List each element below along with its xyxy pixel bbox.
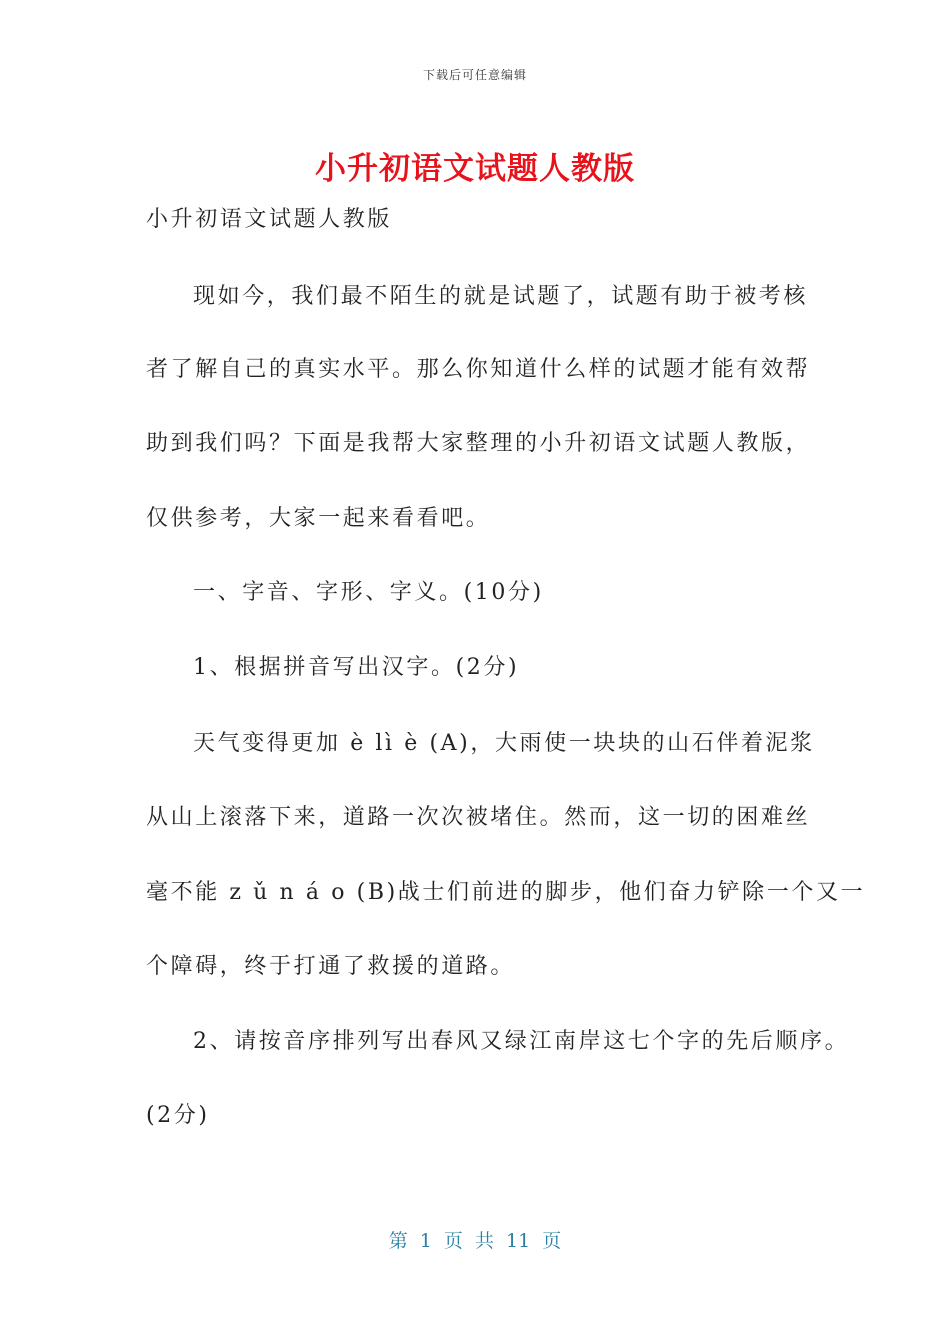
paragraph-line: 现如今，我们最不陌生的就是试题了，试题有助于被考核 (193, 284, 809, 309)
paragraph-line: 从山上滚落下来，道路一次次被堵住。然而，这一切的困难丝 (146, 805, 811, 830)
paragraph-line: 仅供参考，大家一起来看看吧。 (146, 506, 491, 531)
question-heading: 2、请按音序排列写出春风又绿江南岸这七个字的先后顺序。 (193, 1029, 850, 1054)
document-subtitle: 小升初语文试题人教版 (146, 207, 393, 232)
paragraph-line: (2分) (146, 1103, 210, 1128)
page-number: 第 1 页 共 11 页 (388, 1230, 562, 1252)
paragraph-line: 天气变得更加 è lì è (A)，大雨使一块块的山石伴着泥浆 (193, 731, 815, 756)
paragraph-line: 个障碍，终于打通了救援的道路。 (146, 954, 516, 979)
document-title: 小升初语文试题人教版 (315, 151, 635, 187)
question-heading: 1、根据拼音写出汉字。(2分) (193, 655, 520, 680)
section-heading: 一、字音、字形、字义。(10分) (193, 580, 544, 605)
header-note: 下载后可任意编辑 (422, 68, 527, 82)
paragraph-line: 者了解自己的真实水平。那么你知道什么样的试题才能有效帮 (146, 357, 811, 382)
paragraph-line: 助到我们吗？下面是我帮大家整理的小升初语文试题人教版， (146, 431, 811, 456)
paragraph-line: 毫不能 z ǔ n á o (B)战士们前进的脚步，他们奋力铲除一个又一 (146, 880, 866, 905)
